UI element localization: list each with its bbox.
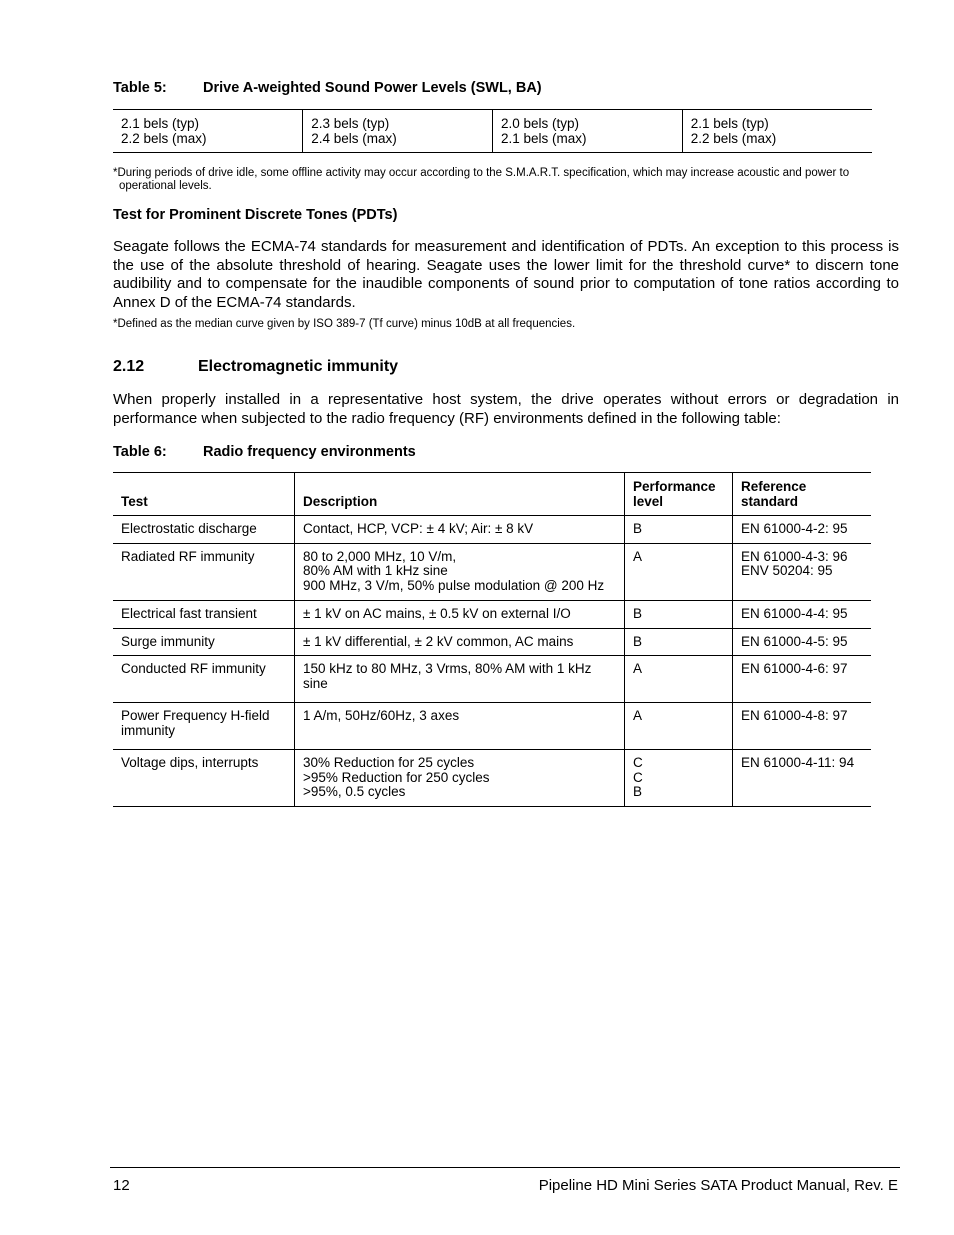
table-cell: Power Frequency H-field immunity — [113, 703, 295, 750]
table-cell: A — [625, 703, 733, 750]
table-cell: EN 61000-4-11: 94 — [733, 750, 872, 807]
table-cell: Conducted RF immunity — [113, 656, 295, 703]
table-cell: Radiated RF immunity — [113, 543, 295, 601]
table-cell: Electrical fast transient — [113, 601, 295, 629]
table5-footnote: *During periods of drive idle, some offline activity may occur according to the S.M.A.R.T. specification, which may increase acoustic and power to operational levels. — [113, 167, 850, 192]
table-row — [113, 656, 871, 703]
table-cell: A — [625, 656, 733, 703]
section-paragraph: When properly installed in a representative host system, the drive operates without errors or degradation in performance when subjected to the radio frequency (RF) environments defined in the following table: — [113, 391, 899, 427]
footer-divider — [110, 1167, 900, 1168]
table5-number: Table 5: — [113, 80, 167, 96]
table-cell: B — [625, 516, 733, 544]
document-title: Pipeline HD Mini Series SATA Product Manual, Rev. E — [538, 1177, 898, 1194]
section-heading — [113, 358, 398, 376]
table-cell: EN 61000-4-3: 96 ENV 50204: 95 — [733, 543, 872, 601]
table-cell: EN 61000-4-8: 97 — [733, 703, 872, 750]
table6-caption — [113, 444, 416, 460]
table-row — [113, 703, 871, 750]
table5-caption — [113, 80, 542, 96]
table6-title: Radio frequency environments — [203, 444, 416, 460]
table-cell: 2.1 bels (typ) 2.2 bels (max) — [113, 110, 303, 153]
column-header: Performance level — [625, 473, 733, 516]
table-row — [113, 110, 872, 153]
table-cell: 2.1 bels (typ) 2.2 bels (max) — [682, 110, 872, 153]
table-cell: EN 61000-4-6: 97 — [733, 656, 872, 703]
table-cell: Voltage dips, interrupts — [113, 750, 295, 807]
table-cell: B — [625, 601, 733, 629]
table-cell: 2.0 bels (typ) 2.1 bels (max) — [493, 110, 683, 153]
table-cell: Electrostatic discharge — [113, 516, 295, 544]
rf-environments-table — [113, 472, 871, 807]
table-row — [113, 628, 871, 656]
table-cell: C C B — [625, 750, 733, 807]
table-cell: 30% Reduction for 25 cycles >95% Reduction for 250 cycles >95%, 0.5 cycles — [295, 750, 625, 807]
table-cell: 80 to 2,000 MHz, 10 V/m, 80% AM with 1 kHz sine 900 MHz, 3 V/m, 50% pulse modulation @ 200 Hz — [295, 543, 625, 601]
table-cell: 150 kHz to 80 MHz, 3 Vrms, 80% AM with 1 kHz sine — [295, 656, 625, 703]
table-row — [113, 543, 871, 601]
table-cell: EN 61000-4-2: 95 — [733, 516, 872, 544]
table-cell: 1 A/m, 50Hz/60Hz, 3 axes — [295, 703, 625, 750]
table-cell: B — [625, 628, 733, 656]
table-cell: Surge immunity — [113, 628, 295, 656]
pdt-footnote: *Defined as the median curve given by ISO 389-7 (Tf curve) minus 10dB at all frequencies. — [113, 318, 576, 330]
table-cell: ± 1 kV on AC mains, ± 0.5 kV on external I/O — [295, 601, 625, 629]
table5-title: Drive A-weighted Sound Power Levels (SWL, BA) — [203, 80, 542, 96]
table-cell: ± 1 kV differential, ± 2 kV common, AC mains — [295, 628, 625, 656]
column-header: Test — [113, 473, 295, 516]
table-cell: EN 61000-4-4: 95 — [733, 601, 872, 629]
table-cell: 2.3 bels (typ) 2.4 bels (max) — [303, 110, 493, 153]
table-row — [113, 516, 871, 544]
column-header: Reference standard — [733, 473, 872, 516]
table6-number: Table 6: — [113, 444, 167, 460]
sound-power-table — [113, 109, 872, 153]
table-row — [113, 750, 871, 807]
pdt-heading: Test for Prominent Discrete Tones (PDTs) — [113, 207, 398, 223]
table-cell: EN 61000-4-5: 95 — [733, 628, 872, 656]
table-header-row — [113, 473, 871, 516]
page-number: 12 — [113, 1177, 130, 1194]
pdt-paragraph: Seagate follows the ECMA-74 standards for measurement and identification of PDTs. An exception to this process is the use of the absolute threshold of hearing. Seagate uses the lower limit for the threshold curve* to discern tone audibility and to compensate for the inaudible components of sound prior to computation of tone ratios according to Annex D of the ECMA-74 standards. — [113, 238, 899, 311]
column-header: Description — [295, 473, 625, 516]
table-cell: A — [625, 543, 733, 601]
section-title: Electromagnetic immunity — [198, 358, 399, 375]
table-row — [113, 601, 871, 629]
table-cell: Contact, HCP, VCP: ± 4 kV; Air: ± 8 kV — [295, 516, 625, 544]
section-number: 2.12 — [113, 358, 145, 375]
